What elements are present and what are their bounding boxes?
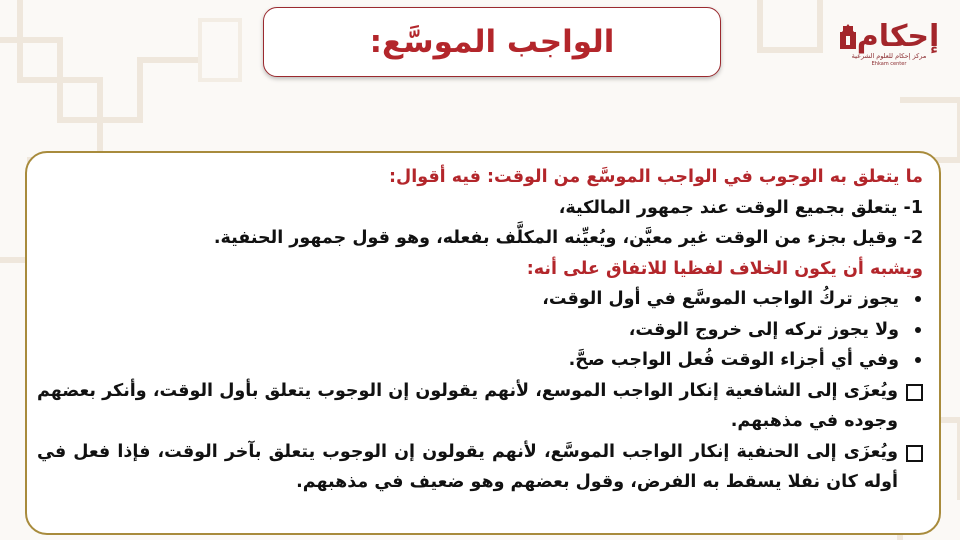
- list-item-2: 2- وقيل بجزء من الوقت غير معيَّن، ويُعيِّنه المكلَّف بفعله، وهو قول جمهور الحنفية.: [213, 228, 923, 248]
- content-text: [37, 162, 923, 498]
- checkbox-icon: [906, 445, 923, 462]
- logo-emblem-icon: [839, 24, 857, 50]
- bullet-dot-icon: [915, 296, 921, 302]
- bullet-item: [37, 284, 923, 315]
- checkbox-icon: [906, 384, 923, 401]
- logo-tagline: Ehkam center: [871, 61, 907, 67]
- bullet-dot-icon: [915, 327, 921, 333]
- checkbox-paragraph: [37, 376, 923, 437]
- bullet-item: [37, 315, 923, 346]
- bullet-text-3: وفي أي أجزاء الوقت فُعل الواجب صحَّ.: [568, 350, 899, 370]
- paragraph-shafii: ويُعزَى إلى الشافعية إنكار الواجب الموسع، لأنهم يقولون إن الوجوب يتعلق بأول الوقت، وأنكر بعضهم وجوده في مذهبهم.: [37, 380, 898, 431]
- logo-subtitle: مركز إحكام للعلوم الشرعية: [851, 52, 927, 60]
- note-heading: ويشبه أن يكون الخلاف لفظيا للاتفاق على أنه:: [526, 258, 923, 279]
- checkbox-paragraph: [37, 437, 923, 498]
- page-title: الواجب الموسَّع:: [369, 24, 615, 60]
- content-box: [25, 151, 941, 535]
- bullet-item: [37, 345, 923, 376]
- bullet-text-2: ولا يجوز تركه إلى خروج الوقت،: [628, 319, 899, 340]
- title-box: [263, 7, 721, 77]
- logo: [846, 19, 940, 94]
- list-item-1: 1- يتعلق بجميع الوقت عند جمهور المالكية،: [558, 197, 923, 218]
- bullet-dot-icon: [915, 357, 921, 363]
- logo-name: إحكام: [856, 19, 940, 54]
- paragraph-hanafi: ويُعزَى إلى الحنفية إنكار الواجب الموسَّع، لأنهم يقولون إن الوجوب يتعلق بآخر الوقت، فإذا فعل في أوله كان نفلا يسقط به الفرض، وقول بعضهم وهو ضعيف في مذهبهم.: [37, 441, 898, 492]
- bullet-text-1: يجوز تركُ الواجب الموسَّع في أول الوقت،: [542, 289, 899, 309]
- logo-mark: [839, 19, 940, 54]
- question-heading: ما يتعلق به الوجوب في الواجب الموسَّع من الوقت: فيه أقوال:: [389, 167, 923, 187]
